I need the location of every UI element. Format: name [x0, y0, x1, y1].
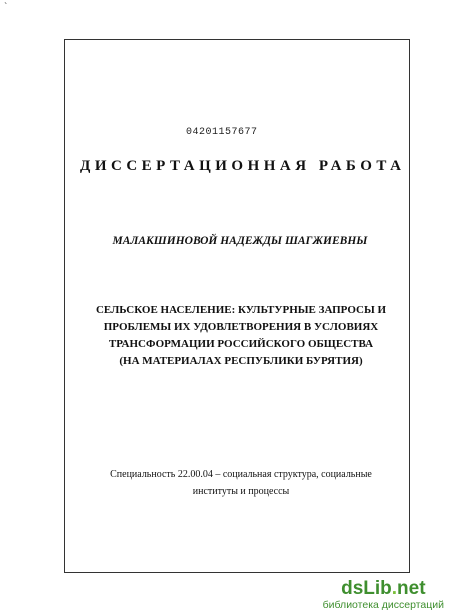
specialty-line: институты и процессы: [192, 486, 290, 497]
specialty-text: [76, 466, 406, 500]
logo-tld: net: [397, 578, 426, 599]
document-type-heading: ДИССЕРТАЦИОННАЯ РАБОТА: [80, 158, 406, 174]
dissertation-title: [76, 302, 406, 370]
logo-dot: .: [391, 578, 398, 599]
record-number: 04201157677: [186, 127, 258, 138]
title-line: (НА МАТЕРИАЛАХ РЕСПУБЛИКИ БУРЯТИЯ): [119, 355, 363, 367]
author-name: МАЛАКШИНОВОЙ НАДЕЖДЫ ШАГЖИЕВНЫ: [112, 235, 368, 247]
title-line: ТРАНСФОРМАЦИИ РОССИЙСКОГО ОБЩЕСТВА: [108, 338, 374, 350]
title-line: СЕЛЬСКОЕ НАСЕЛЕНИЕ: КУЛЬТУРНЫЕ ЗАПРОСЫ И: [95, 304, 387, 316]
dslib-logo: [323, 579, 444, 599]
logo-main: dsLib: [341, 578, 392, 599]
specialty-line: Специальность 22.00.04 – социальная структура, социальные: [110, 469, 372, 480]
watermark-tagline: библиотека диссертаций: [322, 599, 444, 611]
title-line: ПРОБЛЕМЫ ИХ УДОВЛЕТВОРЕНИЯ В УСЛОВИЯХ: [103, 321, 379, 333]
corner-mark: `: [4, 2, 8, 13]
dslib-watermark[interactable]: [323, 579, 444, 611]
